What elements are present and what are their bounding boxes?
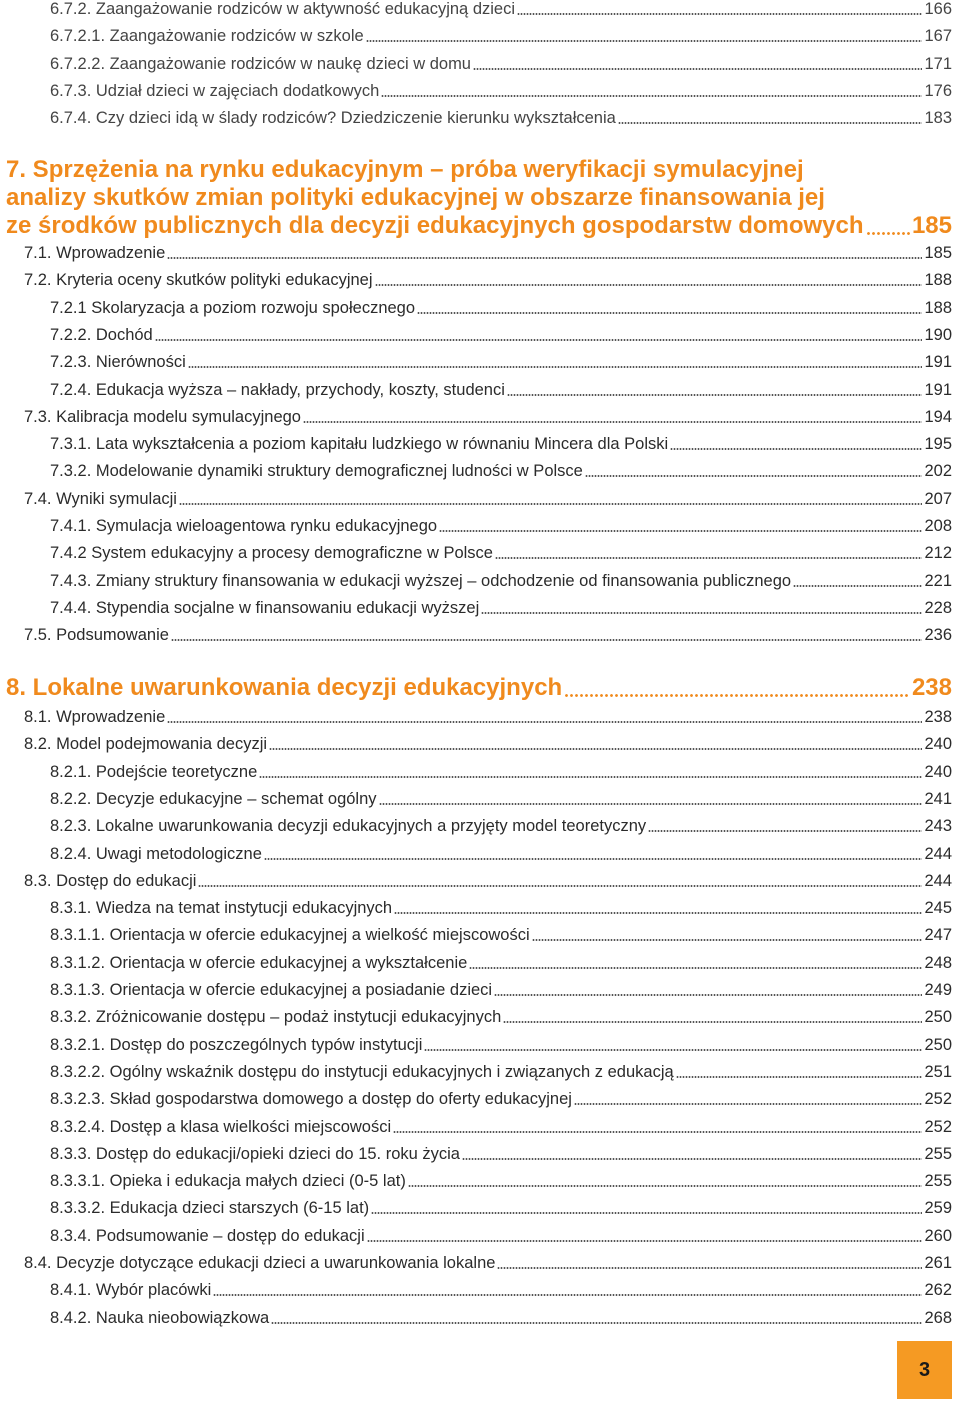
leader-dots xyxy=(408,1184,923,1188)
toc-entry[interactable] xyxy=(50,762,952,782)
chapter-8-page: 238 xyxy=(911,674,952,701)
toc-entry[interactable] xyxy=(50,571,952,591)
toc-entry-label: 8.3.2. Zróżnicowanie dostępu – podaż instytucji edukacyjnych xyxy=(50,1008,502,1027)
toc-entry-page: 236 xyxy=(924,626,952,645)
toc-entry-label: 8.3.2.1. Dostęp do poszczególnych typów instytucji xyxy=(50,1035,423,1054)
toc-entry-label: 7.2.2. Dochód xyxy=(50,325,153,344)
toc-entry-page: 240 xyxy=(924,762,952,781)
leader-dots xyxy=(303,420,922,424)
toc-entry-page: 259 xyxy=(924,1199,952,1218)
leader-dots xyxy=(264,857,923,861)
toc-entry-label: 8.2. Model podejmowania decyzji xyxy=(24,735,268,754)
leader-dots xyxy=(462,1157,922,1161)
toc-entry-page: 245 xyxy=(924,899,952,918)
toc-entry-label: 8.3.1.3. Orientacja w ofercie edukacyjnej a posiadanie dzieci xyxy=(50,981,493,999)
chapter-7-heading xyxy=(6,156,952,240)
toc-entry[interactable] xyxy=(50,898,952,918)
toc-entry-page: 194 xyxy=(924,407,952,426)
toc-entry-label: 6.7.2. Zaangażowanie rodziców w aktywność edukacyjną dzieci xyxy=(50,0,515,18)
toc-entry-page: 191 xyxy=(924,353,952,372)
chapter-7-title-line-1: 7. Sprzężenia na rynku edukacyjnym – próba weryfikacji symulacyjnej xyxy=(6,156,804,183)
toc-entry-label: 7.2. Kryteria oceny skutków polityki edukacyjnej xyxy=(24,271,373,290)
chapter-7-title-line-3: ze środków publicznych dla decyzji edukacyjnych gospodarstw domowych xyxy=(6,212,864,239)
toc-entry-page: 255 xyxy=(924,1144,952,1163)
leader-dots xyxy=(167,720,922,724)
leader-dots xyxy=(213,1293,922,1297)
leader-dots xyxy=(381,94,922,98)
leader-dots xyxy=(532,938,923,942)
toc-entry-page: 260 xyxy=(924,1226,952,1245)
toc-entry-label: 8.3.2.4. Dostęp a klasa wielkości miejscowości xyxy=(50,1117,392,1136)
page-number-badge: 3 xyxy=(897,1341,952,1399)
toc-entry[interactable] xyxy=(50,543,952,563)
toc-entry-page: 249 xyxy=(924,981,952,999)
toc-entry-page: 247 xyxy=(924,926,952,945)
toc-entry-page: 243 xyxy=(924,817,952,836)
toc-entry[interactable] xyxy=(50,1198,952,1218)
toc-entry-page: 202 xyxy=(924,462,952,481)
toc-entry[interactable] xyxy=(50,816,952,836)
toc-entry-label: 7.3. Kalibracja modelu symulacyjnego xyxy=(24,407,301,426)
toc-entry[interactable] xyxy=(50,0,952,19)
toc-entry-label: 6.7.2.2. Zaangażowanie rodziców w naukę dzieci w domu xyxy=(50,54,471,73)
toc-entry[interactable] xyxy=(50,516,952,536)
toc-entry[interactable] xyxy=(50,298,952,318)
toc-entry-label: 7.2.4. Edukacja wyższa – nakłady, przychody, koszty, studenci xyxy=(50,380,505,399)
toc-entry-page: 185 xyxy=(924,244,952,262)
leader-dots xyxy=(366,39,923,43)
toc-entry[interactable] xyxy=(50,352,952,372)
toc-entry-label: 8.3. Dostęp do edukacji xyxy=(24,871,197,890)
toc-entry[interactable] xyxy=(50,26,952,46)
leader-dots xyxy=(618,121,923,125)
toc-entry[interactable] xyxy=(50,108,952,128)
toc-entry-page: 248 xyxy=(924,953,952,972)
toc-entry-label: 8.3.4. Podsumowanie – dostęp do edukacji xyxy=(50,1226,365,1245)
toc-entry-page: 261 xyxy=(924,1254,952,1272)
toc-entry[interactable] xyxy=(50,54,952,74)
toc-entry[interactable] xyxy=(50,925,952,945)
toc-entry-page: 166 xyxy=(924,0,952,18)
toc-entry[interactable] xyxy=(24,734,952,754)
toc-entry[interactable] xyxy=(50,1007,952,1027)
toc-entry[interactable] xyxy=(50,953,952,973)
leader-dots xyxy=(481,611,922,615)
toc-entry-label: 7.1. Wprowadzenie xyxy=(24,244,166,262)
leader-dots xyxy=(179,502,922,506)
toc-entry-label: 8.2.3. Lokalne uwarunkowania decyzji edukacyjnych a przyjęty model teoretyczny xyxy=(50,817,647,836)
toc-entry-label: 8.1. Wprowadzenie xyxy=(24,708,166,726)
leader-dots xyxy=(155,338,923,342)
toc-entry[interactable] xyxy=(24,625,952,645)
toc-entry[interactable] xyxy=(50,844,952,864)
leader-dots xyxy=(375,283,923,287)
toc-entry-page: 240 xyxy=(924,735,952,754)
leader-dots xyxy=(367,1239,923,1243)
toc-entry-page: 255 xyxy=(924,1172,952,1191)
toc-entry-page: 191 xyxy=(924,380,952,399)
toc-entry-page: 250 xyxy=(924,1008,952,1027)
toc-entry[interactable] xyxy=(50,1226,952,1246)
leader-dots xyxy=(503,1020,922,1024)
toc-entry[interactable] xyxy=(24,270,952,290)
toc-entry-label: 7.2.3. Nierówności xyxy=(50,353,186,372)
leader-dots xyxy=(417,311,922,315)
leader-dots xyxy=(198,884,922,888)
toc-entry-label: 8.3.3.1. Opieka i edukacja małych dzieci (0-5 lat) xyxy=(50,1172,406,1191)
leader-dots xyxy=(473,67,922,71)
toc-entry-label: 7.4.3. Zmiany struktury finansowania w edukacji wyższej – odchodzenie od finansowania publicznego xyxy=(50,571,792,590)
toc-entry[interactable] xyxy=(24,243,952,263)
toc-entry-label: 7.2.1 Skolaryzacja a poziom rozwoju społecznego xyxy=(50,298,416,317)
toc-entry-label: 7.4.4. Stypendia socjalne w finansowaniu edukacji wyższej xyxy=(50,598,480,617)
toc-entry[interactable] xyxy=(50,789,952,809)
toc-entry[interactable] xyxy=(50,1035,952,1055)
toc-entry[interactable] xyxy=(50,598,952,618)
chapter-8-title: 8. Lokalne uwarunkowania decyzji edukacyjnych xyxy=(6,674,563,701)
toc-entry[interactable] xyxy=(24,489,952,509)
toc-entry-label: 7.5. Podsumowanie xyxy=(24,626,169,645)
toc-entry-page: 241 xyxy=(924,789,952,808)
toc-entry-label: 8.2.4. Uwagi metodologiczne xyxy=(50,844,262,863)
toc-entry-page: 252 xyxy=(924,1090,952,1109)
leader-dots xyxy=(167,256,922,260)
toc-entry[interactable] xyxy=(50,1089,952,1109)
leader-dots xyxy=(188,365,923,369)
leader-dots xyxy=(269,747,922,751)
toc-entry-page: 167 xyxy=(924,27,952,46)
leader-dots xyxy=(379,802,923,806)
toc-entry-label: 8.4. Decyzje dotyczące edukacji dzieci a uwarunkowania lokalne xyxy=(24,1254,496,1272)
leader-dots xyxy=(497,1266,922,1270)
toc-entry[interactable] xyxy=(50,1308,952,1328)
leader-dots xyxy=(393,1130,922,1134)
toc-entry-page: 176 xyxy=(924,81,952,100)
toc-entry-label: 7.3.1. Lata wykształcenia a poziom kapitału ludzkiego w równaniu Mincera dla Polski xyxy=(50,435,669,454)
leader-dots xyxy=(424,1048,922,1052)
toc-entry-label: 8.3.1.2. Orientacja w ofercie edukacyjnej a wykształcenie xyxy=(50,953,468,972)
leader-dots xyxy=(670,447,922,451)
leader-dots xyxy=(439,529,922,533)
toc-entry-page: 195 xyxy=(924,435,952,454)
toc-entry-page: 188 xyxy=(924,298,952,317)
leader-dots xyxy=(469,966,922,970)
leader-dots xyxy=(676,1075,923,1079)
toc-entry-label: 6.7.3. Udział dzieci w zajęciach dodatkowych xyxy=(50,81,380,100)
toc-entry-page: 262 xyxy=(924,1281,952,1300)
toc-entry-label: 7.4. Wyniki symulacji xyxy=(24,489,177,508)
toc-entry-page: 190 xyxy=(924,325,952,344)
toc-entry[interactable] xyxy=(50,325,952,345)
toc-entry-label: 8.4.2. Nauka nieobowiązkowa xyxy=(50,1308,270,1327)
toc-entry[interactable] xyxy=(50,81,952,101)
toc-entry-page: 183 xyxy=(924,109,952,128)
leader-dots xyxy=(507,393,923,397)
toc-entry[interactable] xyxy=(24,1253,952,1273)
toc-entry-label: 6.7.4. Czy dzieci idą w ślady rodziców? Dziedziczenie kierunku wykształcenia xyxy=(50,109,616,128)
toc-entry-page: 250 xyxy=(924,1035,952,1054)
toc-entry-label: 7.4.1. Symulacja wieloagentowa rynku edukacyjnego xyxy=(50,517,438,535)
toc-entry[interactable] xyxy=(24,707,952,727)
toc-entry-page: 268 xyxy=(924,1308,952,1327)
toc-entry-page: 212 xyxy=(924,544,952,563)
chapter-7-title-line-2: analizy skutków zmian polityki edukacyjnej w obszarze finansowania jej xyxy=(6,184,825,211)
leader-dots xyxy=(866,231,910,236)
leader-dots xyxy=(574,1102,923,1106)
toc-entry-label: 6.7.2.1. Zaangażowanie rodziców w szkole xyxy=(50,27,364,46)
leader-dots xyxy=(517,12,922,16)
toc-entry-label: 8.4.1. Wybór placówki xyxy=(50,1281,212,1300)
toc-entry-page: 221 xyxy=(924,571,952,590)
toc-entry[interactable] xyxy=(24,871,952,891)
toc-entry-page: 208 xyxy=(924,517,952,535)
leader-dots xyxy=(371,1211,922,1215)
toc-entry[interactable] xyxy=(24,407,952,427)
toc-entry[interactable] xyxy=(50,1062,952,1082)
leader-dots xyxy=(171,638,923,642)
toc-entry-label: 8.3.1. Wiedza na temat instytucji edukacyjnych xyxy=(50,899,393,918)
leader-dots xyxy=(259,775,922,779)
chapter-8-heading xyxy=(6,674,952,702)
toc-entry[interactable] xyxy=(50,1171,952,1191)
leader-dots xyxy=(793,584,922,588)
toc-entry-label: 8.3.1.1. Orientacja w ofercie edukacyjnej a wielkość miejscowości xyxy=(50,926,530,945)
toc-entry[interactable] xyxy=(50,1144,952,1164)
toc-entry-page: 228 xyxy=(924,598,952,617)
leader-dots xyxy=(564,693,910,698)
toc-entry-page: 244 xyxy=(924,844,952,863)
chapter-7-page: 185 xyxy=(911,212,952,239)
toc-entry-label: 7.3.2. Modelowanie dynamiki struktury demograficznej ludności w Polsce xyxy=(50,462,583,481)
toc-entry[interactable] xyxy=(50,380,952,400)
toc-entry-page: 244 xyxy=(924,871,952,890)
toc-entry[interactable] xyxy=(50,461,952,481)
toc-entry-label: 8.3.2.3. Skład gospodarstwa domowego a dostęp do oferty edukacyjnej xyxy=(50,1090,572,1109)
toc-entry-label: 8.3.3.2. Edukacja dzieci starszych (6-15 lat) xyxy=(50,1199,370,1218)
toc-entry-page: 188 xyxy=(924,271,952,290)
toc-entry[interactable] xyxy=(50,434,952,454)
leader-dots xyxy=(495,556,923,560)
toc-entry-page: 171 xyxy=(924,54,952,73)
toc-entry-label: 8.3.3. Dostęp do edukacji/opieki dzieci do 15. roku życia xyxy=(50,1144,460,1163)
leader-dots xyxy=(394,911,922,915)
toc-entry[interactable] xyxy=(50,980,952,1000)
toc-entry-page: 207 xyxy=(924,489,952,508)
leader-dots xyxy=(585,474,923,478)
leader-dots xyxy=(648,829,922,833)
toc-entry[interactable] xyxy=(50,1280,952,1300)
toc-entry-label: 7.4.2 System edukacyjny a procesy demograficzne w Polsce xyxy=(50,544,493,563)
toc-entry-label: 8.2.1. Podejście teoretyczne xyxy=(50,762,258,781)
toc-entry-label: 8.2.2. Decyzje edukacyjne – schemat ogólny xyxy=(50,789,377,808)
toc-entry-page: 238 xyxy=(924,708,952,726)
leader-dots xyxy=(271,1321,922,1325)
toc-entry-page: 252 xyxy=(924,1117,952,1136)
leader-dots xyxy=(494,993,922,997)
toc-entry-page: 251 xyxy=(924,1062,952,1081)
toc-entry-label: 8.3.2.2. Ogólny wskaźnik dostępu do instytucji edukacyjnych i związanych z edukacją xyxy=(50,1062,674,1081)
toc-entry[interactable] xyxy=(50,1117,952,1137)
